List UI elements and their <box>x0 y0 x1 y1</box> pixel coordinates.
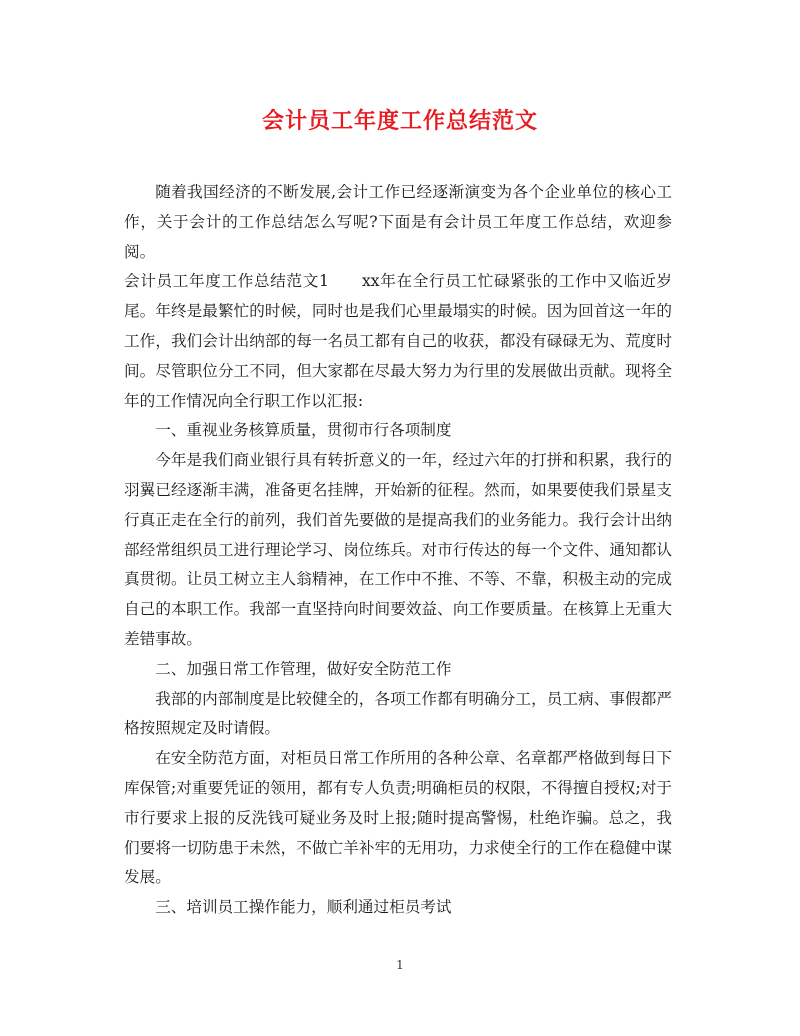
body-paragraph: 我部的内部制度是比较健全的，各项工作都有明确分工，员工病、事假都严格按照规定及时请假。 <box>124 689 672 738</box>
intro-paragraph: 随着我国经济的不断发展,会计工作已经逐渐演变为各个企业单位的核心工作，关于会计的工作总结怎么写呢?下面是有会计员工年度工作总结，欢迎参阅。 <box>124 183 672 261</box>
body-paragraph: 今年是我们商业银行具有转折意义的一年，经过六年的打拼和积累，我行的羽翼已经逐渐丰满，准备更名挂牌，开始新的征程。然而，如果要使我们景星支行真正走在全行的前列，我们首先要做的是提高我们的业务能力。我行会计出纳部经常组织员工进行理论学习、岗位练兵。对市行传达的每一个文件、通知都认真贯彻。让员工树立主人翁精神，在工作中不推、不等、不靠，积极主动的完成自己的本职工作。我部一直坚持向时间要效益、向工作要质量。在核算上无重大差错事故。 <box>124 451 672 648</box>
document-title: 会计员工年度工作总结范文 <box>261 108 538 134</box>
body-paragraph: 在安全防范方面，对柜员日常工作所用的各种公章、名章都严格做到每日下库保管;对重要凭证的领用，都有专人负责;明确柜员的权限，不得擅自授权;对于市行要求上报的反洗钱可疑业务及时上报;随时提高警惕，杜绝诈骗。总之，我们要将一切防患于未然，不做亡羊补牢的无用功，力求使全行的工作在稳健中谋发展。 <box>124 749 672 887</box>
body-paragraph: 会计员工年度工作总结范文1 xx年在全行员工忙碌紧张的工作中又临近岁尾。年终是最繁忙的时候，同时也是我们心里最塌实的时候。因为回首这一年的工作，我们会计出纳部的每一名员工都有自己的收获，都没有碌碌无为、荒度时间。尽管职位分工不同，但大家都在尽最大努力为行里的发展做出贡献。现将全年的工作情况向全行职工作以汇报: <box>124 272 672 410</box>
section-heading: 一、重视业务核算质量，贯彻市行各项制度 <box>155 421 452 440</box>
section-heading: 三、培训员工操作能力，顺利通过柜员考试 <box>155 898 452 917</box>
document-body <box>124 178 672 923</box>
section-heading: 二、加强日常工作管理，做好安全防范工作 <box>155 659 452 678</box>
page-number: 1 <box>396 958 404 972</box>
